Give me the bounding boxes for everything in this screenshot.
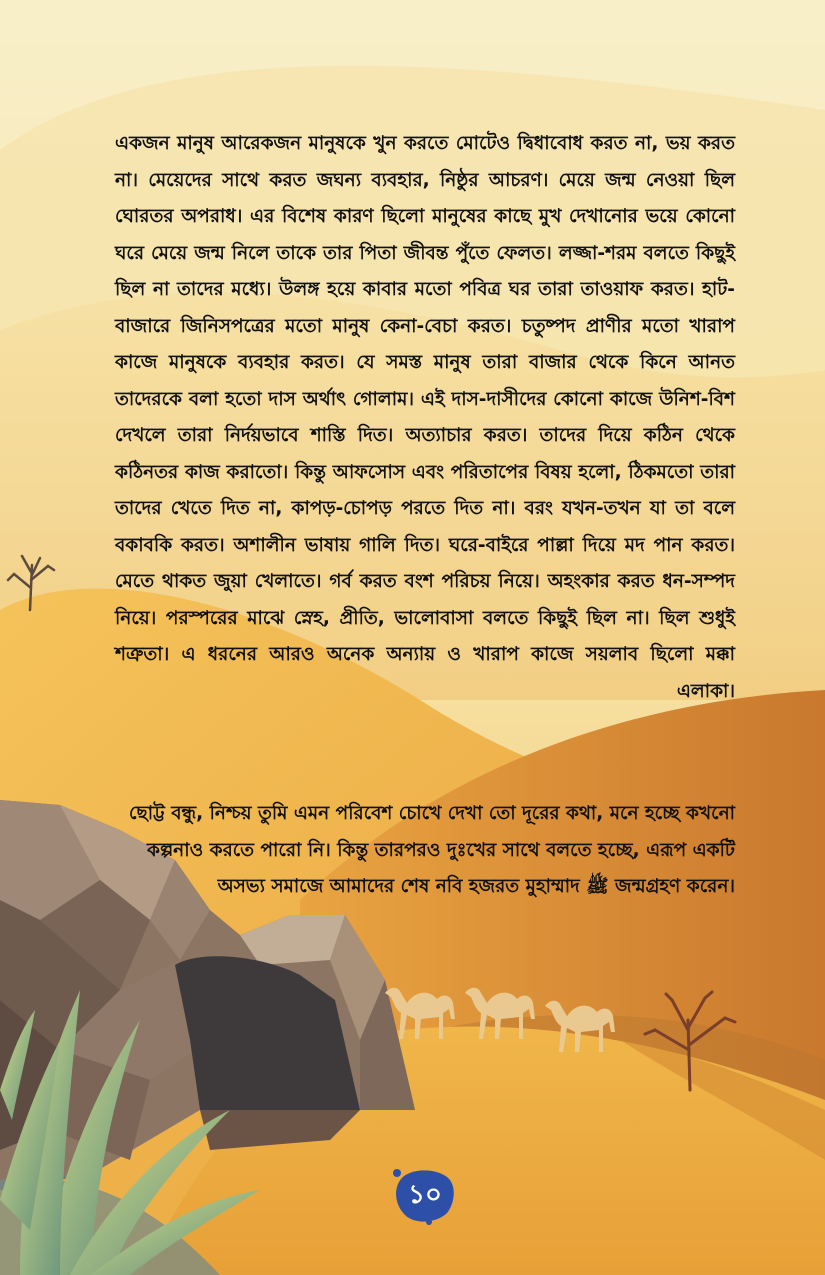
story-paragraph-1: একজন মানুষ আরেকজন মানুষকে খুন করতে মোটেও দ্বিধাবোধ করত না, ভয় করত না। মেয়েদের সাথে করত জঘন্য ব্যবহার, নিষ্ঠুর আচরণ। মেয়ে জন্ম নেওয়া ছিল ঘোরতর অপরাধ। এর বিশেষ কারণ ছিলো মানুষের কাছে মুখ দেখানোর ভয়ে কোনো ঘরে মেয়ে জন্ম নিলে তাকে তার পিতা জীবন্ত পুঁতে ফেলত। লজ্জা-শরম বলতে কিছুই ছিল না তাদের মধ্যে। উলঙ্গ হয়ে কাবার মতো পবিত্র ঘর তারা তাওয়াফ করত। হাট-বাজারে জিনিসপত্রের মতো মানুষ কেনা-বেচা করত। চতুষ্পদ প্রাণীর মতো খারাপ কাজে মানুষকে ব্যবহার করত। যে সমস্ত মানুষ তারা বাজার থেকে কিনে আনত তাদেরকে বলা হতো দাস অর্থাৎ গোলাম। এই দাস-দাসীদের কোনো কাজে উনিশ-বিশ দেখলে তারা নির্দয়ভাবে শাস্তি দিত। অত্যাচার করত। তাদের দিয়ে কঠিন থেকে কঠিনতর কাজ করাতো। কিন্তু আফসোস এবং পরিতাপের বিষয় হলো, ঠিকমতো তারা তাদের খেতে দিত না, কাপড়-চোপড় পরতে দিত না। বরং যখন-তখন যা তা বলে বকাবকি করত। অশালীন ভাষায় গালি দিত। ঘরে-বাইরে পাল্লা দিয়ে মদ পান করত। মেতে থাকত জুয়া খেলাতে। গর্ব করত বংশ পরিচয় নিয়ে। অহংকার করত ধন-সম্পদ নিয়ে। পরস্পরের মাঝে স্নেহ, প্রীতি, ভালোবাসা বলতে কিছুই ছিল না। ছিল শুধুই শত্রুতা। এ ধরনের আরও অনেক অন্যায় ও খারাপ কাজে সয়লাব ছিলো মক্কা এলাকা। (115, 133, 735, 702)
page-number: ১০ (408, 1180, 442, 1210)
page-number-badge (393, 1167, 457, 1225)
story-paragraph-2: ছোট্ট বন্ধু, নিশ্চয় তুমি এমন পরিবেশ চোখে দেখা তো দূরের কথা, মনে হচ্ছে কখনো কল্পনাও করতে পারো নি। কিন্তু তারপরও দুঃখের সাথে বলতে হচ্ছে, এরূপ একটি অসভ্য সমাজে আমাদের শেষ নবি হজরত মুহাম্মাদ ﷺ জন্মগ্রহণ করেন। (129, 803, 735, 897)
